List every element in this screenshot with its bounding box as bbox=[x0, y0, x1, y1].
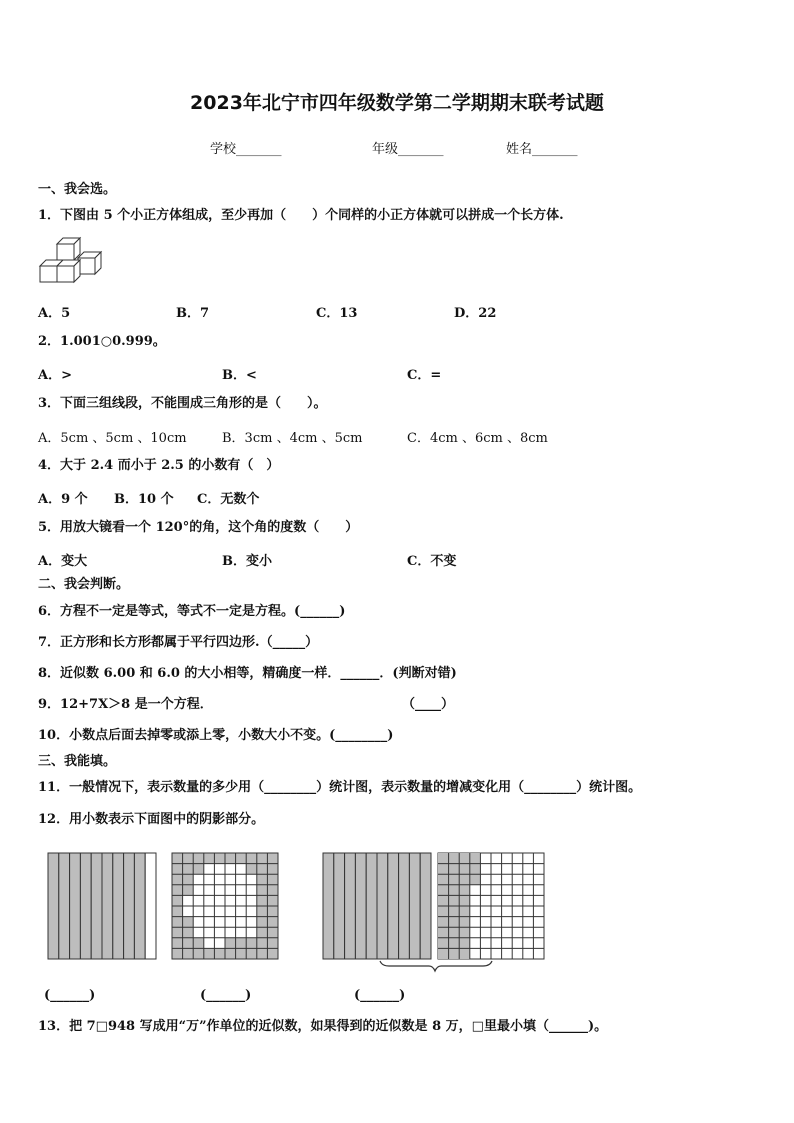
q3-option-c[interactable]: C．4cm 、6cm 、8cm bbox=[407, 431, 548, 446]
name-field[interactable]: 姓名_______ bbox=[506, 142, 578, 157]
q5-option-c[interactable]: C．不变 bbox=[407, 554, 457, 569]
question-2-text: 2．1.001○0.999。 bbox=[38, 334, 166, 349]
question-12-text: 12．用小数表示下面图中的阴影部分。 bbox=[38, 812, 265, 827]
question-3-text: 3．下面三组线段，不能围成三角形的是（ ）。 bbox=[38, 396, 327, 411]
cube-figure bbox=[37, 236, 101, 288]
q3-option-a[interactable]: A．5cm 、5cm 、10cm bbox=[38, 431, 187, 446]
question-10-text: 10．小数点后面去掉零或添上零，小数大小不变。(________) bbox=[38, 728, 394, 743]
q12-blank-3[interactable]: (______) bbox=[354, 988, 406, 1003]
section-heading-3: 三、我能填。 bbox=[38, 754, 117, 769]
q4-option-b[interactable]: B．10 个 bbox=[114, 492, 174, 507]
q1-option-a[interactable]: A．5 bbox=[38, 306, 71, 321]
question-9-text: 9．12+7X＞8 是一个方程． bbox=[38, 697, 213, 712]
q4-option-c[interactable]: C．无数个 bbox=[197, 492, 260, 507]
question-4-text: 4．大于 2.4 而小于 2.5 的小数有（ ） bbox=[38, 458, 280, 473]
grade-field[interactable]: 年级_______ bbox=[372, 142, 444, 157]
question-7-text: 7．正方形和长方形都属于平行四边形.（_____） bbox=[38, 635, 319, 650]
school-field[interactable]: 学校_______ bbox=[210, 142, 282, 157]
figure-strips-a bbox=[48, 853, 156, 959]
section-heading-1: 一、我会选。 bbox=[38, 182, 117, 197]
q5-option-a[interactable]: A．变大 bbox=[38, 554, 88, 569]
question-1-text: 1．下图由 5 个小正方体组成，至少再加（ ）个同样的小正方体就可以拼成一个长方体. bbox=[38, 208, 564, 223]
q5-option-b[interactable]: B．变小 bbox=[222, 554, 272, 569]
q1-option-d[interactable]: D．22 bbox=[454, 306, 497, 321]
q3-option-b[interactable]: B．3cm 、4cm 、5cm bbox=[222, 431, 363, 446]
q1-option-b[interactable]: B．7 bbox=[176, 306, 210, 321]
q2-option-c[interactable]: C．= bbox=[407, 368, 442, 383]
question-11-text: 11．一般情况下，表示数量的多少用（________）统计图，表示数量的增减变化用（________）统计图。 bbox=[38, 780, 642, 795]
q4-option-a[interactable]: A．9 个 bbox=[38, 492, 88, 507]
question-5-text: 5．用放大镜看一个 120°的角，这个角的度数（ ） bbox=[38, 520, 359, 535]
q12-blank-2[interactable]: (______) bbox=[200, 988, 252, 1003]
q9-answer-blank[interactable]: （____） bbox=[402, 697, 455, 712]
question-13-text: 13．把 7□948 写成用“万”作单位的近似数，如果得到的近似数是 8 万，□里最小填（______)。 bbox=[38, 1019, 608, 1034]
q2-option-b[interactable]: B．< bbox=[222, 368, 257, 383]
q1-option-c[interactable]: C．13 bbox=[316, 306, 358, 321]
q2-option-a[interactable]: A．> bbox=[38, 368, 72, 383]
figure-grid-frame bbox=[172, 853, 278, 959]
page-title: 2023年北宁市四年级数学第二学期期末联考试题 bbox=[190, 92, 604, 114]
q12-blank-1[interactable]: (______) bbox=[44, 988, 96, 1003]
section-heading-2: 二、我会判断。 bbox=[38, 577, 130, 592]
figure-strips-and-grid bbox=[323, 853, 545, 971]
question-6-text: 6．方程不一定是等式，等式不一定是方程。(______) bbox=[38, 604, 346, 619]
question-8-text: 8．近似数 6.00 和 6.0 的大小相等，精确度一样．______．(判断对错) bbox=[38, 666, 457, 681]
